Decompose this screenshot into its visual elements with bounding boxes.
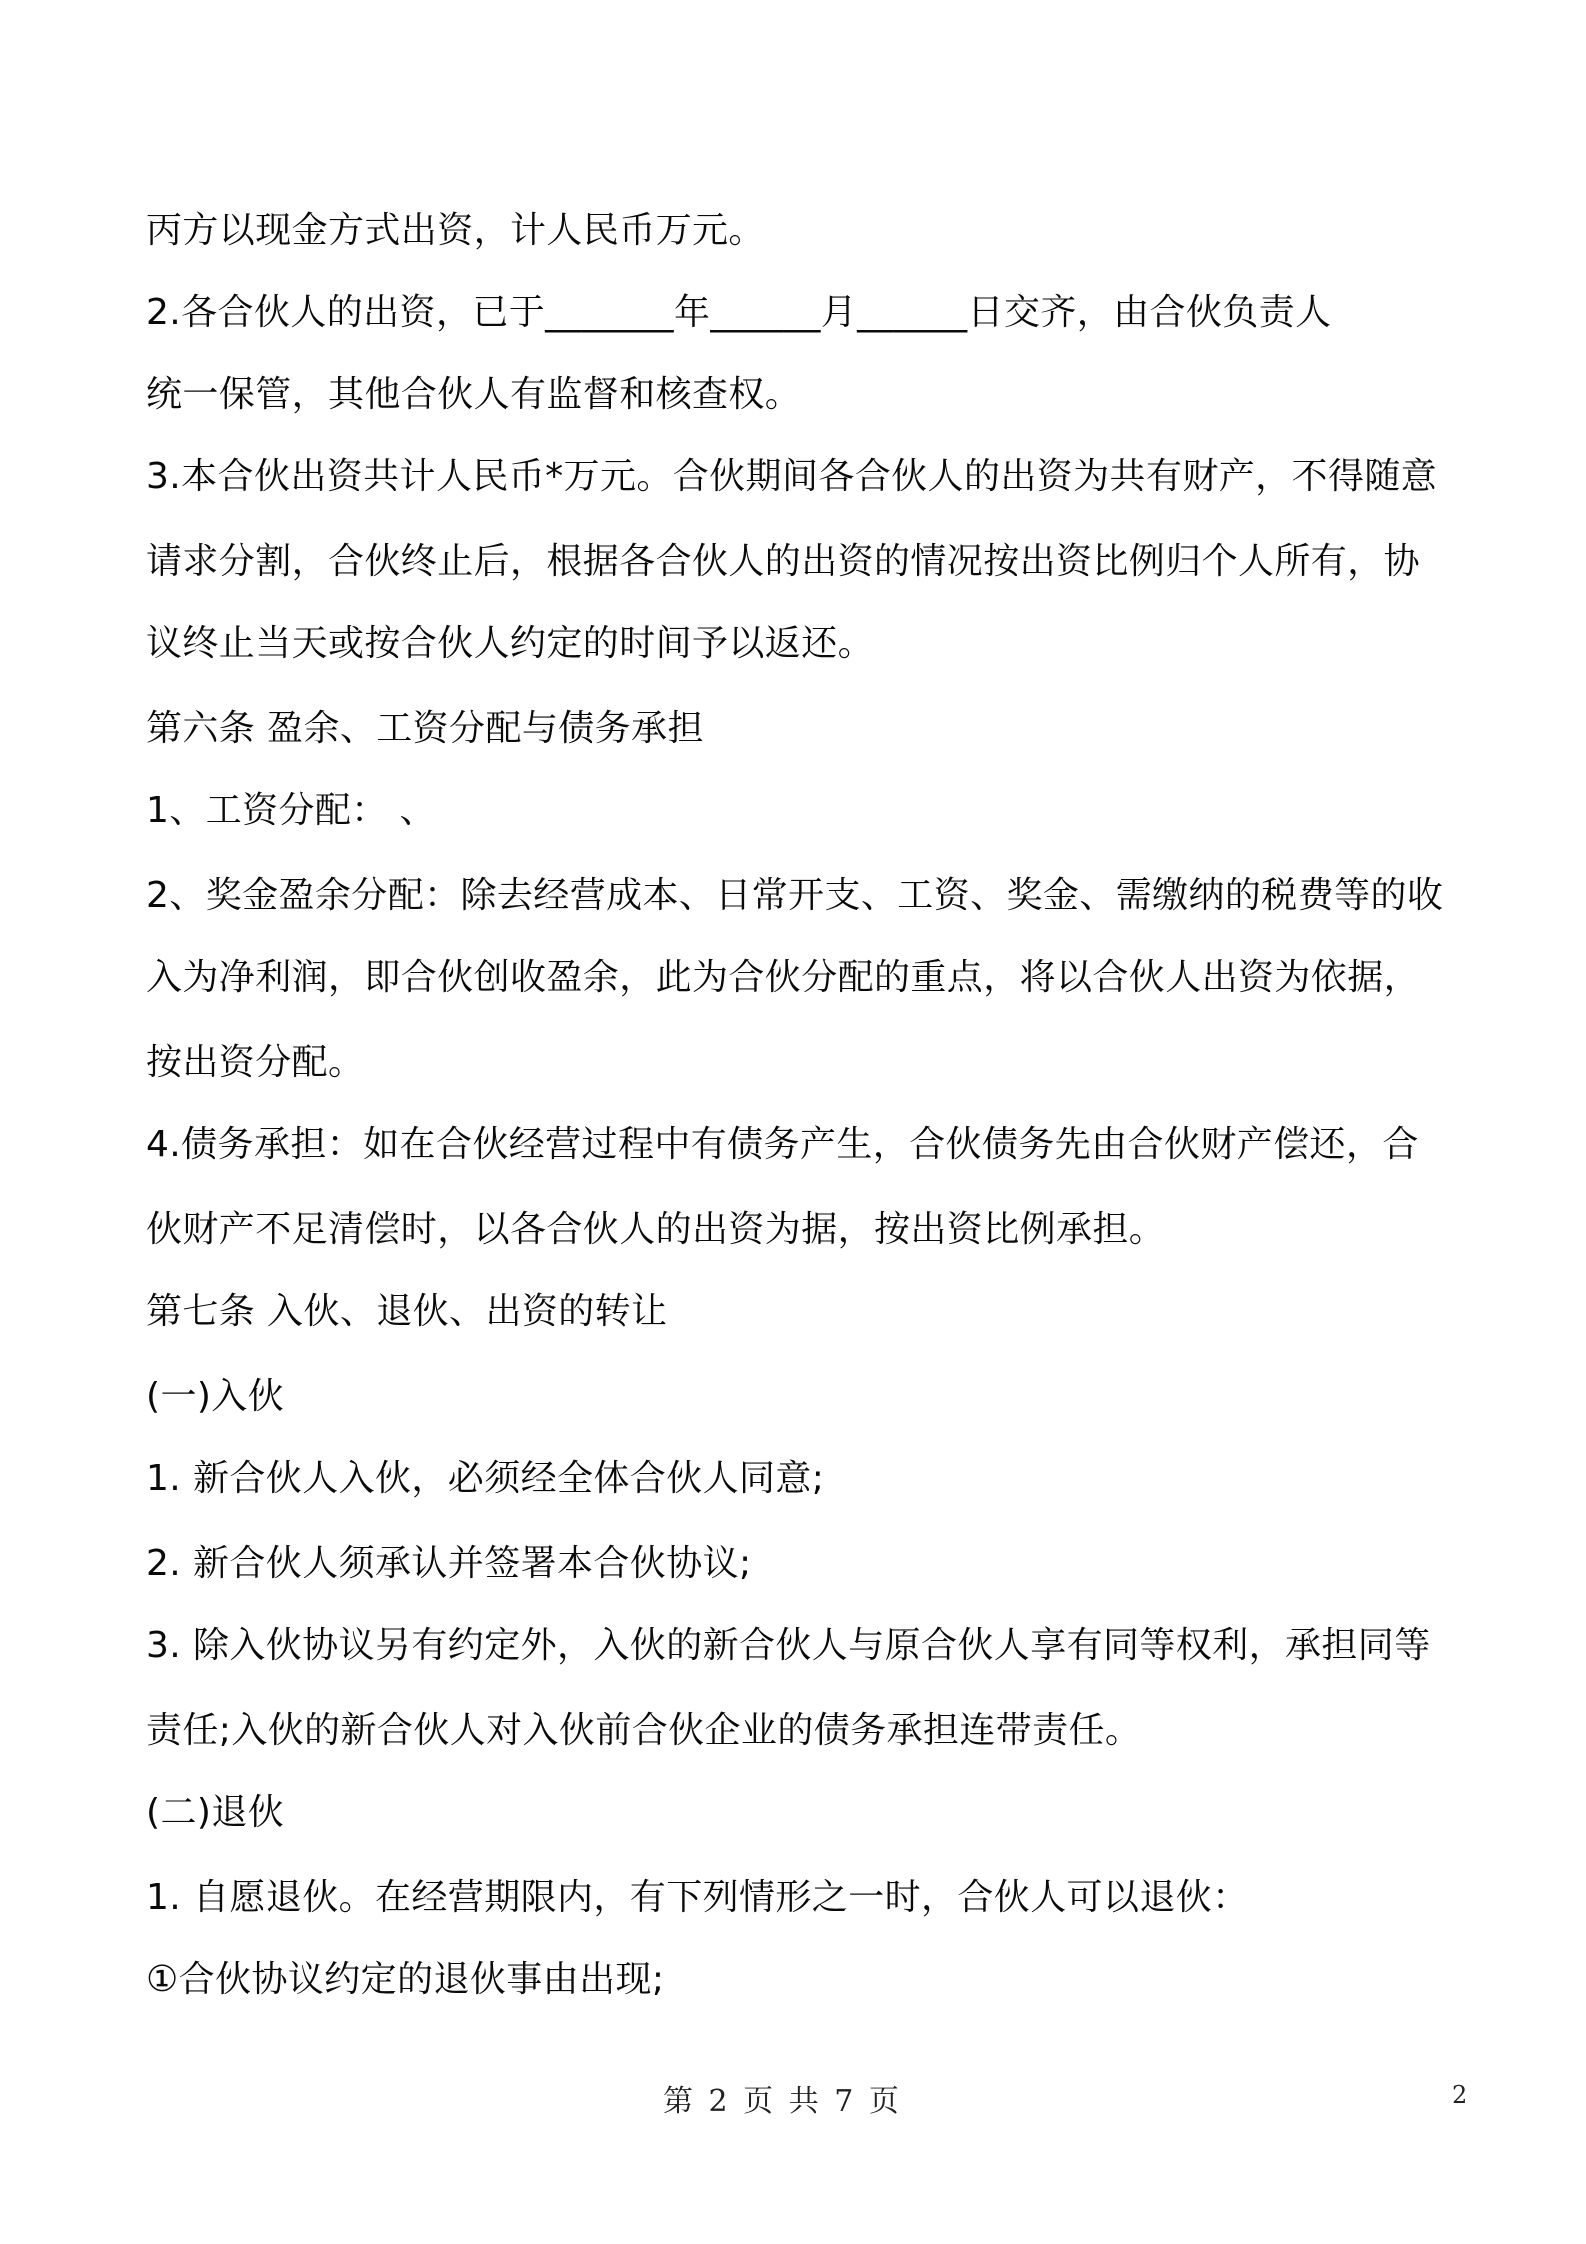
text-line: 3.本合伙出资共计人民币*万元。合伙期间各合伙人的出资为共有财产，不得随意 xyxy=(146,456,1438,497)
text-line: 1. 自愿退伙。在经营期限内，有下列情形之一时，合伙人可以退伙： xyxy=(146,1877,1249,1918)
section-heading: 第六条 盈余、工资分配与债务承担 xyxy=(146,708,704,749)
text-line: 伙财产不足清偿时，以各合伙人的出资为据，按出资比例承担。 xyxy=(146,1209,1166,1250)
text-line: 2.各合伙人的出资，已于_______年______月______日交齐，由合伙负责人 xyxy=(146,292,1332,333)
text-line: 议终止当天或按合伙人约定的时间予以返还。 xyxy=(146,623,875,664)
text-line: 4.债务承担：如在合伙经营过程中有债务产生，合伙债务先由合伙财产偿还，合 xyxy=(146,1124,1419,1165)
section-heading: 第七条 入伙、退伙、出资的转让 xyxy=(146,1291,668,1332)
text-line: 请求分割，合伙终止后，根据各合伙人的出资的情况按出资比例归个人所有，协 xyxy=(146,541,1421,582)
text-line: 2. 新合伙人须承认并签署本合伙协议; xyxy=(146,1543,752,1584)
text-line: 3. 除入伙协议另有约定外，入伙的新合伙人与原合伙人享有同等权利，承担同等 xyxy=(146,1625,1431,1666)
text-line: ①合伙协议约定的退伙事由出现; xyxy=(146,1959,665,2000)
text-line: 1、工资分配： 、 xyxy=(146,790,436,831)
page-number: 2 xyxy=(1452,2081,1468,2109)
text-line: 1. 新合伙人入伙，必须经全体合伙人同意; xyxy=(146,1458,825,1499)
text-line: 按出资分配。 xyxy=(146,1042,365,1083)
text-line: 统一保管，其他合伙人有监督和核查权。 xyxy=(146,374,802,415)
text-line: 责任;入伙的新合伙人对入伙前合伙企业的债务承担连带责任。 xyxy=(146,1710,1142,1751)
text-line: 丙方以现金方式出资，计人民币万元。 xyxy=(146,210,765,251)
text-line: 2、奖金盈余分配：除去经营成本、日常开支、工资、奖金、需缴纳的税费等的收 xyxy=(146,875,1444,916)
subsection-heading: (二)退伙 xyxy=(146,1792,285,1833)
page-footer-label: 第 2 页 共 7 页 xyxy=(663,2084,902,2119)
text-line: 入为净利润，即合伙创收盈余，此为合伙分配的重点，将以合伙人出资为依据， xyxy=(146,957,1421,998)
subsection-heading: (一)入伙 xyxy=(146,1376,285,1417)
